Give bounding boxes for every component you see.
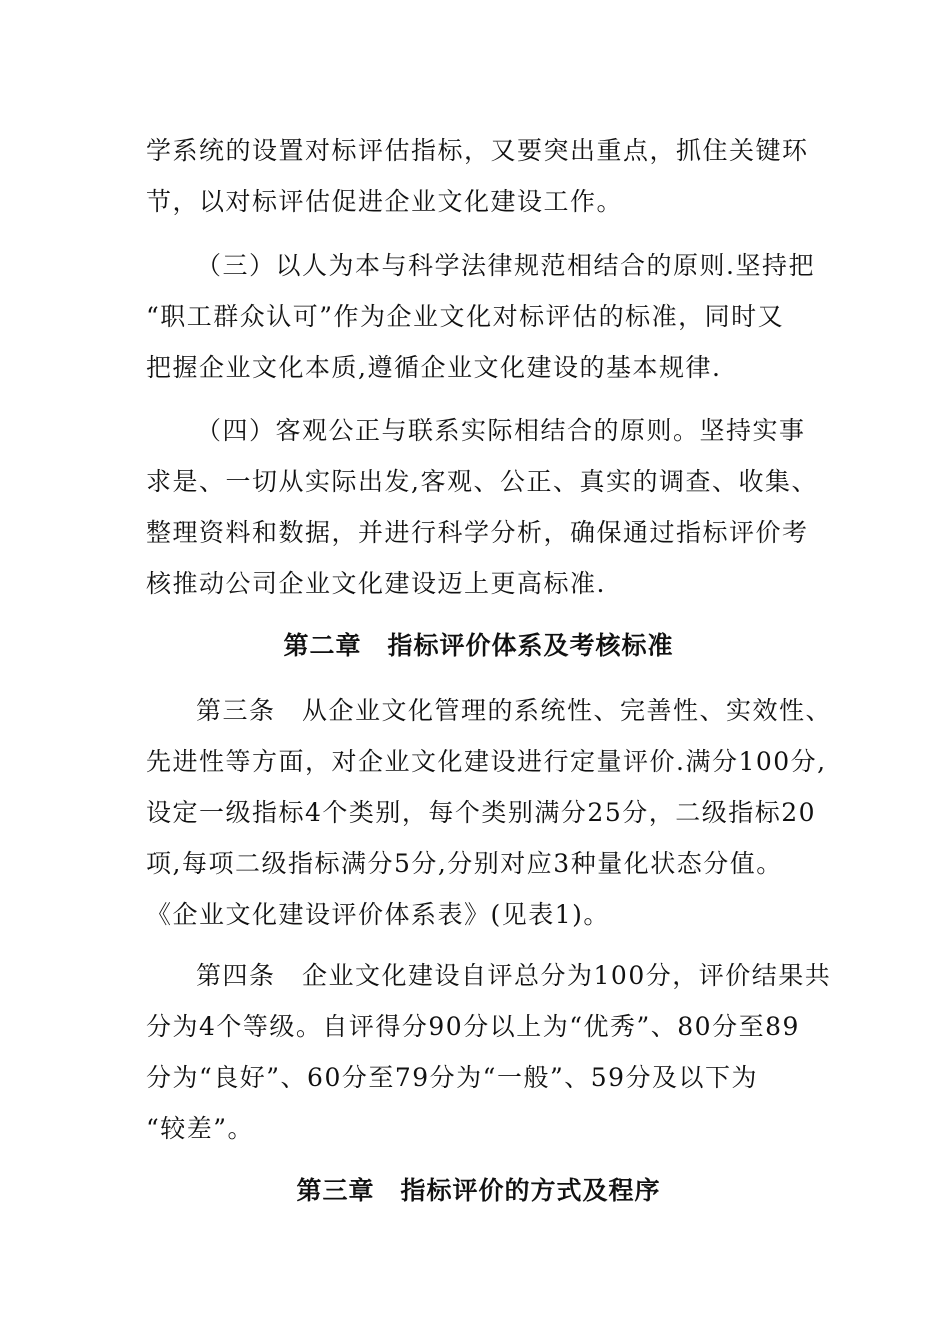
paragraph-principle-3 <box>146 240 815 393</box>
paragraph-article-4 <box>146 950 832 1154</box>
text-line: 《企业文化建设评价体系表》(见表1)。 <box>146 900 610 929</box>
chapter-3-heading: 第三章 指标评价的方式及程序 <box>296 1176 661 1205</box>
text-line: “职工群众认可”作为企业文化对标评估的标准，同时又 <box>146 302 785 331</box>
paragraph-principle-2-continued <box>146 125 811 227</box>
text-line: 学系统的设置对标评估指标，又要突出重点，抓住关键环 <box>146 136 809 165</box>
text-line: （三）以人为本与科学法律规范相结合的原则.坚持把 <box>196 251 815 280</box>
text-line: 分为4个等级。自评得分90分以上为“优秀”、80分至89 <box>146 1012 800 1041</box>
text-line: 求是、一切从实际出发,客观、公正、真实的调查、收集、 <box>146 467 818 496</box>
chapter-2-heading: 第二章 指标评价体系及考核标准 <box>283 631 674 660</box>
paragraph-article-3 <box>146 685 833 940</box>
text-line: 设定一级指标4个类别，每个类别满分25分，二级指标20 <box>146 798 817 827</box>
text-line: 整理资料和数据，并进行科学分析，确保通过指标评价考 <box>146 518 809 547</box>
text-line: 第三条 从企业文化管理的系统性、完善性、实效性、 <box>196 696 833 725</box>
paragraph-principle-4 <box>146 405 818 609</box>
text-line: 先进性等方面，对企业文化建设进行定量评价.满分100分, <box>146 747 827 776</box>
text-line: 核推动公司企业文化建设迈上更高标准. <box>146 569 606 598</box>
text-line: 第四条 企业文化建设自评总分为100分，评价结果共 <box>196 961 832 990</box>
text-line: 把握企业文化本质,遵循企业文化建设的基本规律. <box>146 353 722 382</box>
text-line: （四）客观公正与联系实际相结合的原则。坚持实事 <box>196 416 806 445</box>
text-line: 分为“良好”、60分至79分为“一般”、59分及以下为 <box>146 1063 759 1092</box>
text-line: “较差”。 <box>146 1114 255 1143</box>
text-line: 项,每项二级指标满分5分,分别对应3种量化状态分值。 <box>146 849 783 878</box>
text-line: 节，以对标评估促进企业文化建设工作。 <box>146 187 624 216</box>
